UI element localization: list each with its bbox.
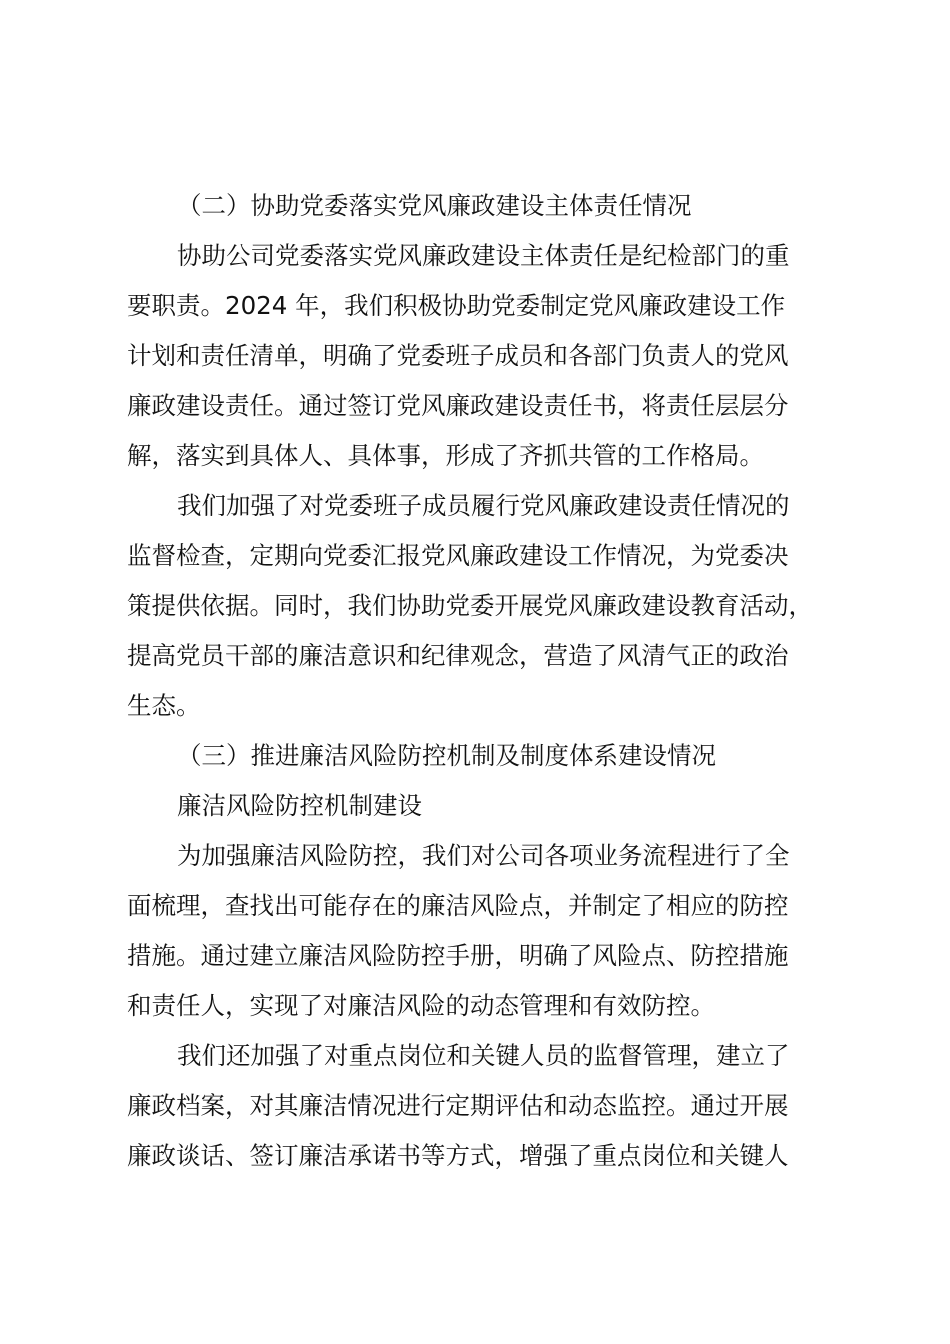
subsection-heading: 廉洁风险防控机制建设 — [177, 791, 422, 820]
paragraph-line: 策提供依据。同时，我们协助党委开展党风廉政建设教育活动， — [127, 591, 813, 620]
paragraph-line: 监督检查，定期向党委汇报党风廉政建设工作情况，为党委决 — [127, 541, 789, 570]
paragraph-line: 计划和责任清单，明确了党委班子成员和各部门负责人的党风 — [127, 341, 789, 370]
paragraph-line: 措施。通过建立廉洁风险防控手册，明确了风险点、防控措施 — [127, 941, 789, 970]
paragraph-line: 解，落实到具体人、具体事，形成了齐抓共管的工作格局。 — [127, 441, 764, 470]
paragraph-line: 廉政谈话、签订廉洁承诺书等方式，增强了重点岗位和关键人 — [127, 1141, 789, 1170]
section-heading-3: （三）推进廉洁风险防控机制及制度体系建设情况 — [177, 741, 716, 770]
paragraph-line: 为加强廉洁风险防控，我们对公司各项业务流程进行了全 — [177, 841, 790, 870]
paragraph-line: 要职责。2024 年，我们积极协助党委制定党风廉政建设工作 — [127, 291, 786, 320]
document-body — [127, 181, 837, 1181]
paragraph-line: 廉政建设责任。通过签订党风廉政建设责任书，将责任层层分 — [127, 391, 789, 420]
paragraph-line: 生态。 — [127, 691, 201, 720]
paragraph-line: 面梳理，查找出可能存在的廉洁风险点，并制定了相应的防控 — [127, 891, 789, 920]
paragraph-line: 廉政档案，对其廉洁情况进行定期评估和动态监控。通过开展 — [127, 1091, 789, 1120]
paragraph-line: 协助公司党委落实党风廉政建设主体责任是纪检部门的重 — [177, 241, 790, 270]
paragraph-line: 提高党员干部的廉洁意识和纪律观念，营造了风清气正的政治 — [127, 641, 789, 670]
paragraph-line: 我们还加强了对重点岗位和关键人员的监督管理，建立了 — [177, 1041, 790, 1070]
section-heading-2: （二）协助党委落实党风廉政建设主体责任情况 — [177, 191, 692, 220]
paragraph-line: 和责任人，实现了对廉洁风险的动态管理和有效防控。 — [127, 991, 715, 1020]
paragraph-line: 我们加强了对党委班子成员履行党风廉政建设责任情况的 — [177, 491, 790, 520]
